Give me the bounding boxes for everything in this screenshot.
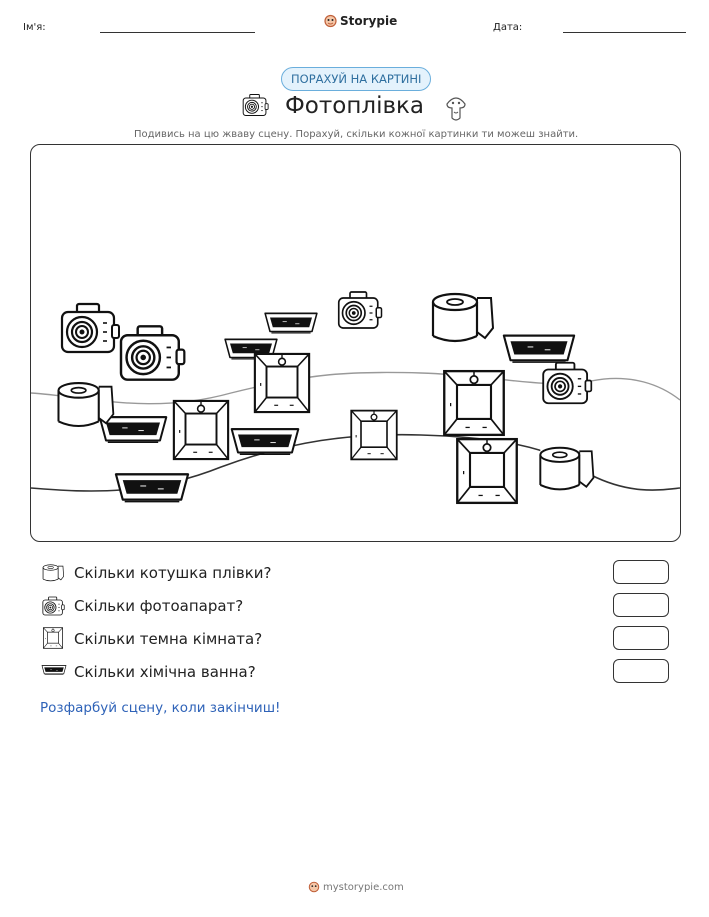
darkroom-2 — [174, 401, 228, 459]
counting-scene — [30, 144, 681, 542]
date-field[interactable] — [563, 32, 686, 33]
camera-2 — [121, 326, 184, 379]
answer-box-camera[interactable] — [613, 593, 669, 617]
tray-4 — [100, 417, 167, 442]
date-label: Дата: — [493, 22, 523, 33]
question-camera: Скільки фотоапарат? — [74, 597, 244, 615]
footer-url: mystorypie.com — [323, 881, 404, 893]
tray-1 — [265, 313, 317, 333]
darkroom-3 — [351, 411, 397, 460]
coloring-note: Розфарбуй сцену, коли закінчиш! — [40, 700, 281, 716]
darkroom-5 — [457, 439, 517, 503]
answer-box-darkroom[interactable] — [613, 626, 669, 650]
tray-3 — [504, 336, 574, 363]
film-roll-3 — [540, 448, 593, 490]
question-darkroom: Скільки темна кімната? — [74, 630, 263, 648]
darkroom-4 — [444, 371, 504, 435]
question-icon-chemical-tray — [41, 661, 67, 681]
title-camera-icon — [241, 93, 269, 121]
tray-6 — [116, 474, 188, 501]
question-icon-film-roll — [41, 562, 65, 588]
instructions: Подивись на цю жваву сцену. Порахуй, скільки кожної картинки ти можеш знайти. — [134, 129, 579, 140]
darkroom-1 — [255, 354, 309, 412]
question-chemical-tray: Скільки хімічна ванна? — [74, 663, 256, 681]
footer — [308, 881, 404, 893]
activity-badge: ПОРАХУЙ НА КАРТИНІ — [281, 67, 431, 91]
camera-4 — [543, 363, 591, 404]
storypie-logo-icon — [324, 14, 337, 28]
tray-5 — [232, 429, 299, 454]
answer-box-chemical-tray[interactable] — [613, 659, 669, 683]
film-roll-2 — [58, 383, 113, 426]
storypie-footer-icon — [308, 881, 320, 893]
scene-illustration — [31, 145, 680, 541]
page-title: Фотоплівка — [285, 93, 425, 119]
brand-logo — [324, 14, 397, 28]
camera-3 — [339, 292, 382, 328]
question-icon-camera — [41, 595, 65, 621]
mascot-icon — [443, 92, 469, 126]
question-icon-darkroom — [42, 627, 64, 653]
film-roll-1 — [433, 294, 493, 341]
answer-box-film-roll[interactable] — [613, 560, 669, 584]
brand-name: Storypie — [340, 14, 398, 28]
name-label: Ім'я: — [23, 22, 46, 33]
camera-1 — [62, 304, 119, 352]
name-field[interactable] — [100, 32, 255, 33]
question-film-roll: Скільки котушка плівки? — [74, 564, 272, 582]
